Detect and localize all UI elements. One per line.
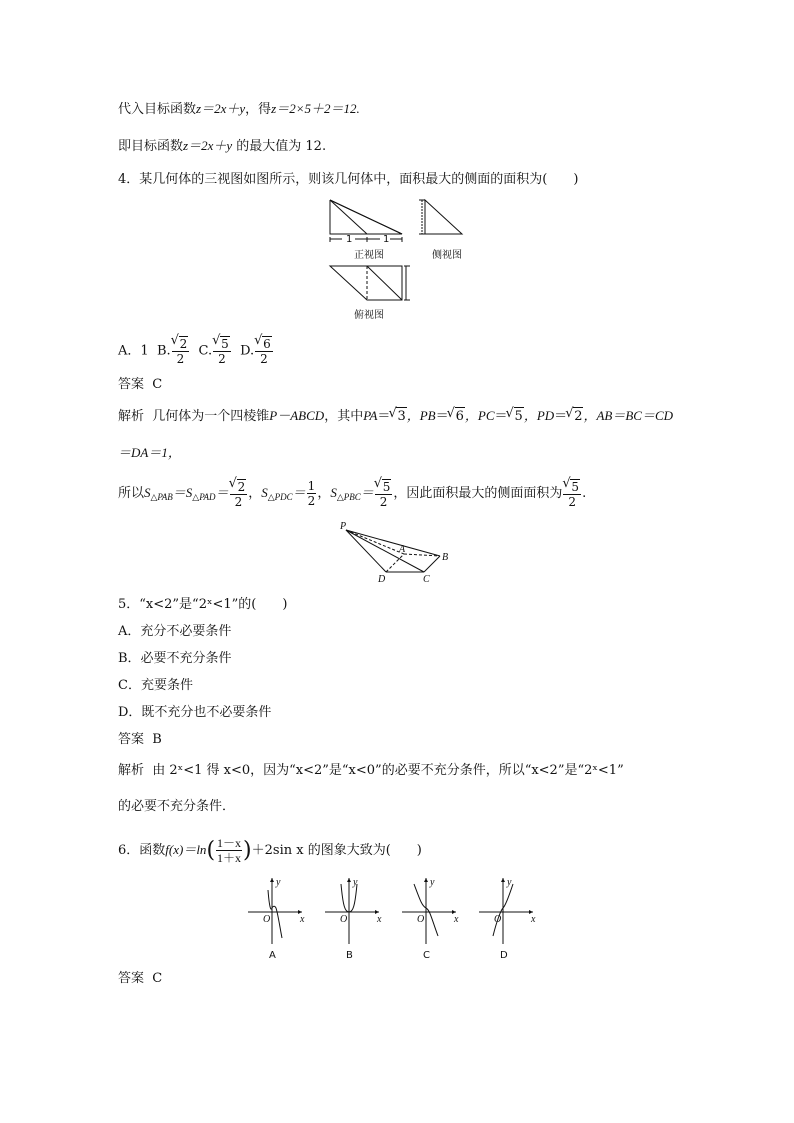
q3-expr: z＝2x＋y (196, 101, 246, 116)
side-view-caption: 侧视图 (432, 250, 462, 261)
q5-analysis-2: 的必要不充分条件． (118, 799, 236, 814)
answer-label: 答案 (118, 732, 145, 747)
q4-analysis-3: 所以$S_{\triangle PAB}=S_{\triangle PAD}=$ √ $\frac{2}{2}$ ，$S_{\triangle PDC}=$ $\frac{1}{2}$ ，$S_{\triangle PBC}=$ √ $\frac{5}{2}$ ，因此面积最大的侧面面积为 √ $\frac{5}{2}$ . (118, 478, 586, 512)
q6-answer (118, 970, 162, 988)
vertex-a: A (399, 544, 406, 555)
graph-option-d (479, 877, 536, 961)
top-view (330, 266, 410, 321)
origin-label: O (417, 914, 425, 925)
sqrt-radicand: √ 2 (179, 336, 189, 351)
vertex-b: B (442, 552, 449, 563)
graph-label: D (500, 950, 508, 961)
x-label: x (454, 914, 459, 925)
q5-analysis-1 (118, 762, 624, 780)
y-label: y (507, 877, 512, 888)
q3-line-1 (118, 100, 360, 119)
function-name: f(x)＝ln (165, 842, 207, 857)
answer-label: 答案 (118, 971, 145, 986)
graph-label: A (269, 950, 276, 961)
analysis-label: 解析 (118, 763, 145, 778)
pyramid-figure (338, 520, 458, 585)
dim-label-1: 1 (346, 234, 353, 245)
analysis-label: 解析 (118, 409, 145, 424)
option-b-label: B. (156, 343, 171, 359)
top-view-caption: 俯视图 (354, 310, 384, 321)
q6-fraction (216, 836, 242, 865)
y-label: y (430, 877, 435, 888)
pyramid-name: P－ABCD (269, 408, 325, 423)
graph-option-a (248, 877, 305, 961)
origin-label: O (494, 914, 502, 925)
analysis-text: ，其中 (324, 409, 364, 424)
q4-analysis-2 (118, 444, 181, 463)
denominator: 2 (176, 352, 185, 366)
analysis-text: 所以 (118, 486, 145, 501)
x-label: x (300, 914, 305, 925)
q5-answer (118, 731, 162, 749)
option-b-value (172, 336, 190, 366)
q6-text: ＋2sin x 的图象大致为( ) (251, 843, 422, 858)
y-label: y (353, 877, 358, 888)
option-d-label: D. (240, 343, 255, 359)
vertex-c: C (423, 574, 430, 585)
sqrt-radicand: √ 6 (262, 336, 272, 351)
y-arrow (501, 878, 505, 882)
q3-text: 代入目标函数 (118, 102, 197, 117)
q5-option-d: D．既不充分也不必要条件 (118, 705, 272, 720)
y-arrow (270, 878, 274, 882)
three-view-figure (322, 196, 482, 326)
analysis-text: ，因此面积最大的侧面面积为 (393, 486, 563, 501)
fraction: √ $\frac{2}{2}$ (230, 479, 248, 509)
q3-line-2 (118, 137, 326, 156)
fraction: √ $\frac{5}{2}$ (563, 479, 581, 509)
answer-value: B (152, 732, 162, 747)
q3-text: 的最大值为 12. (236, 139, 327, 154)
q3-text: ，得 (245, 102, 272, 117)
sqrt-radicand: √ 5 (220, 336, 230, 351)
y-label: y (276, 877, 281, 888)
graph-option-b (325, 877, 382, 961)
denominator: 2 (260, 352, 268, 366)
origin-label: O (340, 914, 348, 925)
front-view-caption: 正视图 (354, 250, 384, 261)
x-label: x (531, 914, 536, 925)
q3-expr: z＝2x＋y (183, 138, 233, 153)
q4-stem: 4．某几何体的三视图如图所示，则该几何体中，面积最大的侧面的面积为( ) (118, 172, 579, 187)
answer-value: C (152, 377, 163, 392)
vertex-p: P (340, 521, 347, 532)
fraction: √ $\frac{5}{2}$ (375, 479, 393, 509)
dim-label-2: 1 (383, 234, 390, 245)
answer-value: C (152, 971, 163, 986)
option-c-value (213, 336, 231, 366)
fraction: $\frac{1}{2}$ (307, 479, 316, 508)
option-c-label: C. (198, 343, 213, 359)
x-label: x (377, 914, 382, 925)
denominator: 1＋x (217, 851, 242, 865)
analysis-text: 由 2ˣ<1 得 x<0，因为“x<2”是“x<0”的必要不充分条件，所以“x<2”是“2ˣ<1” (152, 763, 624, 778)
analysis-text: ＝DA＝1， (118, 445, 181, 460)
numerator: 1－x (217, 836, 242, 850)
y-arrow (347, 878, 351, 882)
q4-analysis-1: 解析 几何体为一个四棱锥P－ABCD，其中PA＝√ 3，PB＝√ 6，PC＝√ 5，PD＝√ 2，AB＝BC＝CD (118, 407, 673, 426)
q6-text: 6．函数 (118, 843, 166, 858)
denominator: 2 (218, 352, 226, 366)
vertex-d: D (378, 574, 386, 585)
option-a: A．1 (118, 343, 149, 359)
q4-answer (118, 376, 162, 394)
q5-option-b: B．必要不充分条件 (118, 651, 232, 666)
graph-option-c (402, 877, 459, 961)
q5-option-a: A．充分不必要条件 (118, 624, 232, 639)
function-graph-options (248, 876, 548, 962)
q3-calc: z＝2×5＋2＝12. (271, 101, 360, 116)
q4-options (118, 336, 274, 366)
q5-stem: 5．“x<2”是“2ˣ<1”的( ) (118, 597, 288, 612)
origin-label: O (263, 914, 271, 925)
q5-option-c: C．充要条件 (118, 678, 193, 693)
q3-text: 即目标函数 (118, 139, 184, 154)
option-d-value (255, 336, 273, 366)
front-view (330, 200, 402, 261)
answer-label: 答案 (118, 377, 145, 392)
graph-label: B (346, 950, 353, 961)
side-view (419, 200, 462, 261)
analysis-text: 几何体为一个四棱锥 (152, 409, 270, 424)
q6-stem: 6．函数f(x)＝ln( $\frac{1-x}{1+x}$ )＋2sin x 的图象大致为( ) (118, 836, 422, 865)
graph-label: C (423, 950, 430, 961)
y-arrow (424, 878, 428, 882)
